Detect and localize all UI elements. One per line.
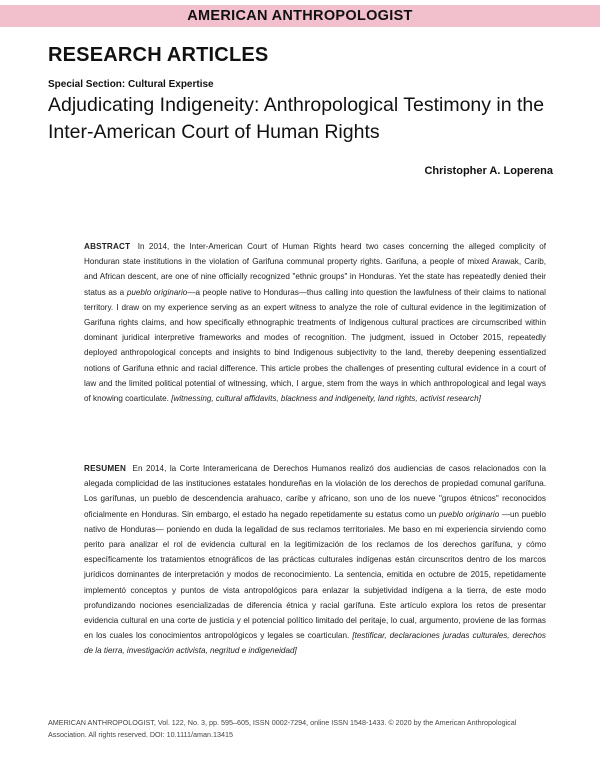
- abstract-label: ABSTRACT: [84, 242, 131, 251]
- section-heading: RESEARCH ARTICLES: [48, 44, 269, 66]
- abstract-keywords: [witnessing, cultural affidavits, blackness and indigeneity, land rights, activist research]: [171, 394, 481, 404]
- citation-footer: AMERICAN ANTHROPOLOGIST, Vol. 122, No. 3, pp. 595–605, ISSN 0002-7294, online ISSN 1548-1433. © 2020 by the American Anthropological Association. All rights reserved. DOI: 10.1111/aman.13415: [48, 718, 517, 739]
- article-title: Adjudicating Indigeneity: Anthropological Testimony in the Inter-American Court of Human Rights: [48, 94, 545, 143]
- resumen-block: [84, 461, 546, 659]
- author-name: Christopher A. Loperena: [424, 165, 553, 177]
- resumen-label: RESUMEN: [84, 464, 127, 473]
- abstract-block: [84, 239, 546, 406]
- abstract-text-part2: —a people native to Honduras—thus calling into question the lawfulness of their claims to national territory. I draw on my experience serving as an expert witness to analyze the role of cultural evidence in the legitimization of Garifuna rights claims, and how specifically ethnographic treatments of Indigenous cultural practices are circumscribed within dominant juridical interpretive frameworks and modes of recognition. The judgment, issued in October 2015, repeatedly deployed anthropological concepts and insights to bind Indigenous subjectivity to the land, thereby deepening essentialized notions of Garifuna ethnic and racial difference. This article probes the challenges of presenting cultural evidence in a court of law and the limited political potential of witnessing, which, I argue, stem from the ways in which anthropological and legal ways of knowing coarticulate.: [84, 287, 546, 404]
- abstract-text-part1: In 2014, the Inter-American Court of Human Rights heard two cases concerning the alleged complicity of Honduran state institutions in the violation of Garifuna communal property rights. Garifuna, a people of mixed Arawak, Carib, and African descent, are one of nine officially recognized "ethnic groups" in Honduras. Yet the state has repeatedly denied their status as a: [84, 242, 547, 297]
- resumen-text-part2: —un pueblo nativo de Honduras— poniendo en duda la legalidad de sus reclamos territoriales. Me baso en mi experiencia sirviendo como perito para analizar el rol de evidencia cultural en la legitimización de los reclamos de los derechos garífuna, y cómo específicamente los tratamientos etnográficos de las prácticas culturales indígenas están circunscritos dentro de los marcos jurídicos dominantes de interpretación y modos de reconocimiento. La sentencia, emitida en octubre de 2015, repetidamente implementó conceptos y puntos de vista antropológicos para enlazar la subjetividad indígena a la tierra, de este modo profundizando nociones esencializadas de diferencia étnica y racial garífuna. Este artículo explora los retos de presentar evidencia cultural en una corte de justicia y el potencial político limitado del peritaje, lo cual, argumento, proviene de las formas en los cuales los conocimientos antropológicos y legales se coarticulan.: [84, 509, 547, 641]
- resumen-keywords: [testificar, declaraciones juradas culturales, derechos de la tierra, investigación activista, negritud e indigeneidad]: [84, 631, 546, 656]
- special-section-label: Special Section: Cultural Expertise: [48, 79, 214, 90]
- resumen-text-part1: En 2014, la Corte Interamericana de Derechos Humanos realizó dos audiencias de casos relacionados con la alegada complicidad de las instituciones estatales hondureñas en la violación de los derechos de propiedad comunal garífuna. Los garífunas, un pueblo de descendencia arahuaco, caribe y africano, son uno de los nueve "grupos étnicos" reconocidos oficialmente en Honduras. Sin embargo, el estado ha negado repetidamente su estatus como un: [84, 464, 546, 519]
- abstract-italic-term: pueblo originario: [126, 287, 188, 297]
- journal-banner: AMERICAN ANTHROPOLOGIST: [0, 5, 600, 27]
- resumen-italic-term: pueblo originario: [438, 509, 500, 519]
